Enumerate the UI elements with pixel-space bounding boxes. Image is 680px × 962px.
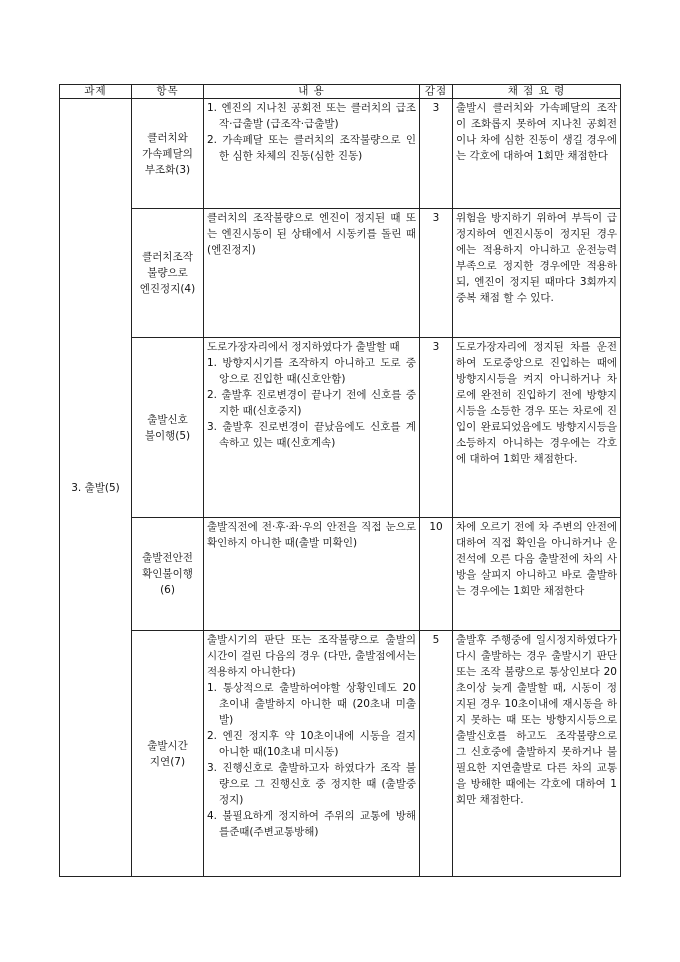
table-row	[60, 518, 621, 631]
content-cell: 도로가장자리에서 정지하였다가 출발할 때 1. 방향지시기를 조작하지 아니하고 도로 중앙으로 진입한 때(신호안함) 2. 출발후 진로변경이 끝나기 전에 신호를 중지한 때(신호중지) 3. 출발후 진로변경이 끝났음에도 신호를 계속하고 있는 때(신호계속)	[204, 338, 420, 518]
content-cell: 클러치의 조작불량으로 엔진이 정지된 때 또는 엔진시동이 된 상태에서 시동키를 돌린 때(엔진정지)	[204, 209, 420, 338]
content-cell: 1. 엔진의 지나친 공회전 또는 클러치의 급조작·급출발 (급조작·급출발) 2. 가속페달 또는 클러치의 조작불량으로 인한 심한 차체의 진동(심한 진동)	[204, 99, 420, 209]
item-cell: 출발시간 지연(7)	[132, 631, 204, 877]
content-cell: 출발직전에 전·후·좌·우의 안전을 직접 눈으로 확인하지 아니한 때(출발 미확인)	[204, 518, 420, 631]
header-task: 과제	[60, 85, 132, 99]
scoring-table	[59, 84, 621, 877]
task-cell: 3. 출발(5)	[60, 99, 132, 877]
item-cell: 클러치와 가속페달의 부조화(3)	[132, 99, 204, 209]
header-content: 내 용	[204, 85, 420, 99]
item-cell: 출발전안전 확인불이행 (6)	[132, 518, 204, 631]
table-row	[60, 631, 621, 877]
criteria-cell: 도로가장자리에 정지된 차를 운전하여 도로중앙으로 진입하는 때에 방향지시등을 켜지 아니하거나 차로에 완전히 진입하기 전에 방향지시등을 소등한 경우 또는 차로에 진입이 완료되었음에도 방향지시등을 소등하지 아니하는 경우에는 각호에 대하여 1회만 채점한다.	[453, 338, 621, 518]
criteria-cell: 출발후 주행중에 일시정지하였다가 다시 출발하는 경우 출발시기 판단 또는 조작 불량으로 통상인보다 20초이상 늦게 출발할 때, 시동이 정지된 경우 10초이내에 재시동을 하지 못하는 때 또는 방향지시등으로 출발신호를 하고도 조작불량으로 그 신호중에 출발하지 못하거나 불필요한 지연출발로 다른 차의 교통을 방해한 때에는 각호에 대하여 1회만 채점한다.	[453, 631, 621, 877]
header-row	[60, 85, 621, 99]
points-cell: 5	[420, 631, 453, 877]
points-cell: 3	[420, 338, 453, 518]
table-row	[60, 338, 621, 518]
criteria-cell: 위험을 방지하기 위하여 부득이 급정지하여 엔진시동이 정지된 경우에는 적용하지 아니하고 운전능력 부족으로 정지한 경우에만 적용하되, 엔진이 정지된 때마다 3회까지 중복 채점 할 수 있다.	[453, 209, 621, 338]
points-cell: 3	[420, 209, 453, 338]
header-item: 항목	[132, 85, 204, 99]
points-cell: 10	[420, 518, 453, 631]
item-cell: 출발신호 불이행(5)	[132, 338, 204, 518]
content-cell: 출발시기의 판단 또는 조작불량으로 출발의 시간이 걸린 다음의 경우 (다만, 출발점에서는 적용하지 아니한다) 1. 통상적으로 출발하여야할 상황인데도 20 초이내 출발하지 아니한 때 (20초내 미출발) 2. 엔진 정지후 약 10초이내에 시동을 걸지 아니한 때(10초내 미시동) 3. 진행신호로 출발하고자 하였다가 조작 불량으로 그 진행신호 중 정지한 때 (출발중 정지) 4. 불필요하게 정지하여 주위의 교통에 방해를준때(주변교통방해)	[204, 631, 420, 877]
criteria-cell: 출발시 클러치와 가속페달의 조작이 조화롭지 못하여 지나친 공회전이나 차에 심한 진동이 생길 경우에는 각호에 대하여 1회만 채점한다	[453, 99, 621, 209]
table-row	[60, 209, 621, 338]
table-row	[60, 99, 621, 209]
points-cell: 3	[420, 99, 453, 209]
criteria-cell: 차에 오르기 전에 차 주변의 안전에 대하여 직접 확인을 아니하거나 운전석에 오른 다음 출발전에 차의 사방을 살피지 아니하고 바로 출발하는 경우에는 1회만 채점한다	[453, 518, 621, 631]
item-cell: 클러치조작 불량으로 엔진정지(4)	[132, 209, 204, 338]
header-points: 감점	[420, 85, 453, 99]
header-criteria: 채 점 요 령	[453, 85, 621, 99]
scoring-document	[59, 84, 620, 877]
